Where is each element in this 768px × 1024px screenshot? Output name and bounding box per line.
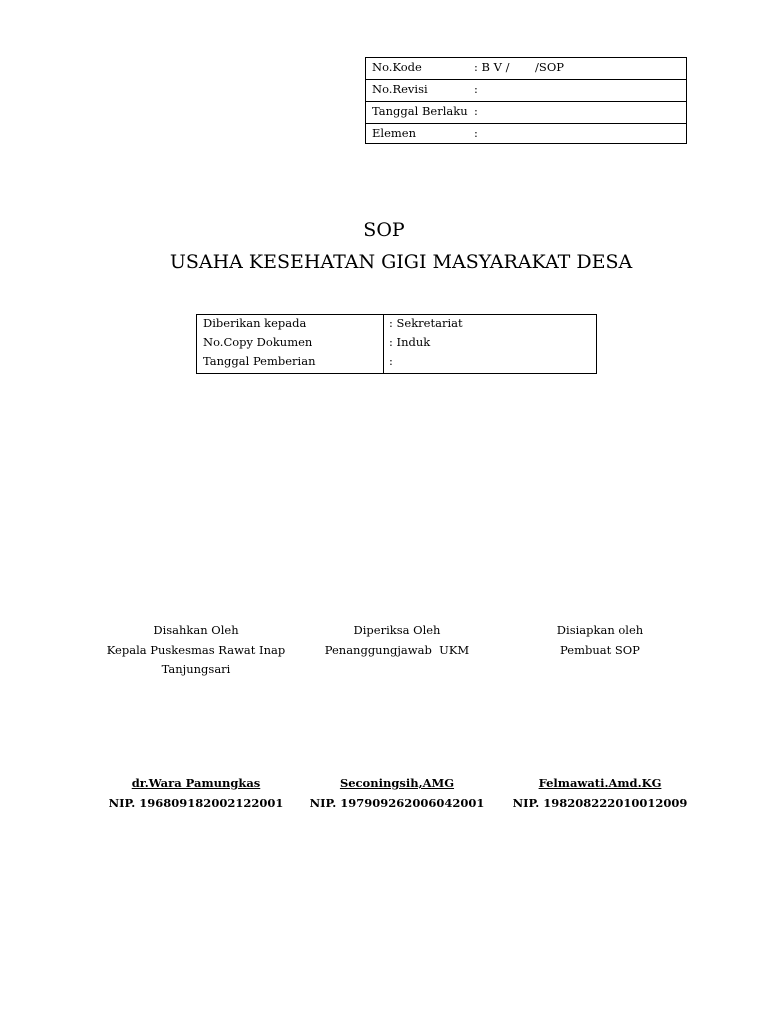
approval-position: Penanggungjawab UKM	[324, 642, 470, 657]
document-code-table	[365, 57, 687, 144]
code-row-no-revisi	[366, 80, 686, 102]
code-value: :	[474, 104, 478, 118]
distribution-value: : Induk	[389, 335, 431, 349]
approval-position: Kepala Puskesmas Rawat Inap	[106, 642, 286, 657]
signer-block-2	[297, 773, 497, 813]
approval-column-disahkan	[96, 621, 296, 680]
signer-nip: NIP. 198208222010012009	[512, 796, 688, 810]
approval-role: Disahkan Oleh	[153, 623, 239, 637]
code-value: :	[474, 82, 478, 96]
distribution-label: Tanggal Pemberian	[203, 354, 316, 368]
approval-role: Diperiksa Oleh	[353, 623, 441, 637]
document-main-title: USAHA KESEHATAN GIGI MASYARAKAT DESA	[169, 251, 633, 273]
code-value: : B V / /SOP	[474, 60, 564, 74]
approval-column-diperiksa	[297, 621, 497, 660]
approval-position-line2: Tanjungsari	[161, 662, 231, 676]
signer-block-1	[96, 773, 296, 813]
approval-role: Disiapkan oleh	[556, 623, 644, 637]
code-label: No.Kode	[372, 60, 422, 74]
table-divider	[383, 315, 384, 373]
code-row-no-kode	[366, 58, 686, 80]
code-label: No.Revisi	[372, 82, 428, 96]
signer-nip: NIP. 197909262006042001	[309, 796, 485, 810]
signer-name: Felmawati.Amd.KG	[538, 776, 662, 790]
document-type-title: SOP	[363, 219, 405, 241]
signer-name: dr.Wara Pamungkas	[131, 776, 261, 790]
distribution-table	[196, 314, 597, 374]
distribution-label: Diberikan kepada	[203, 316, 307, 330]
distribution-value: : Sekretariat	[389, 316, 463, 330]
approval-position: Pembuat SOP	[560, 642, 640, 657]
code-label: Tanggal Berlaku	[372, 104, 468, 118]
distribution-value: :	[389, 354, 393, 368]
code-row-tanggal-berlaku	[366, 102, 686, 124]
signer-block-3	[500, 773, 700, 813]
distribution-label: No.Copy Dokumen	[203, 335, 313, 349]
signer-name: Seconingsih,AMG	[339, 776, 455, 790]
signer-nip: NIP. 196809182002122001	[108, 796, 284, 810]
approval-column-disiapkan	[500, 621, 700, 660]
code-row-elemen	[366, 124, 686, 145]
code-label: Elemen	[372, 126, 416, 140]
code-value: :	[474, 126, 478, 140]
